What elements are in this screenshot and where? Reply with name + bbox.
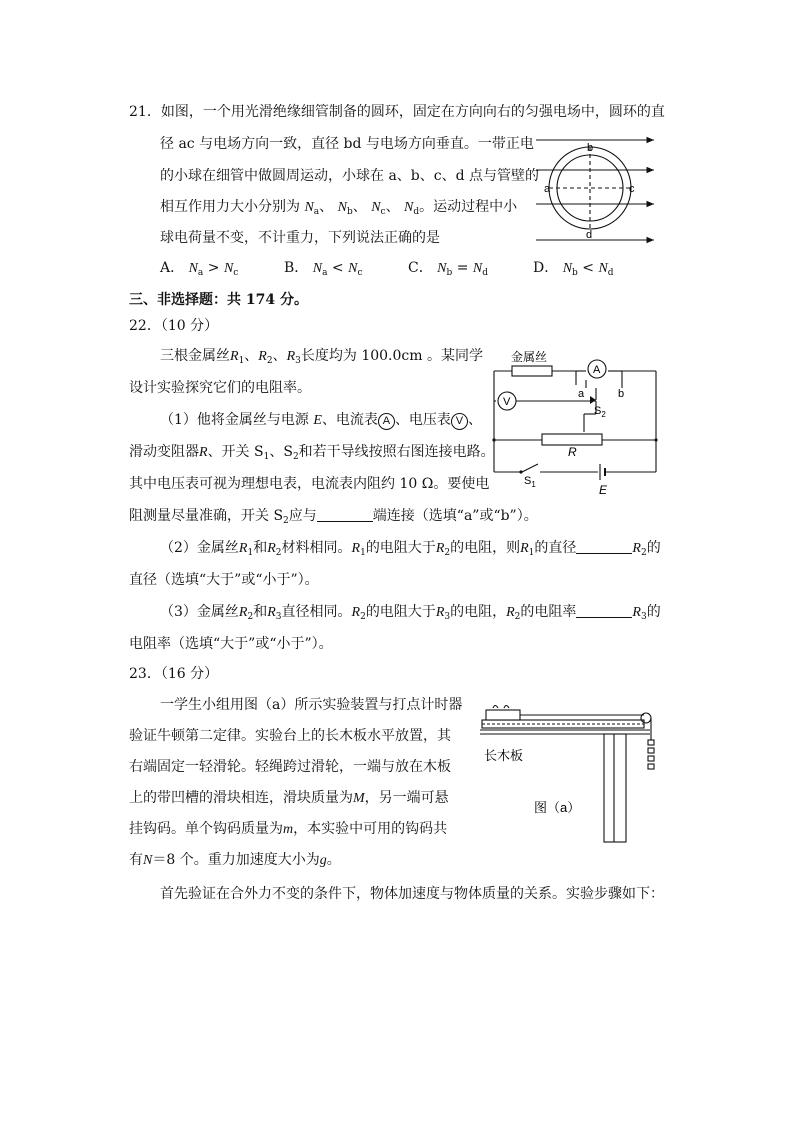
- label-R: R: [568, 445, 577, 459]
- label-b: b: [587, 142, 594, 154]
- answer-blank-2[interactable]: [576, 539, 632, 554]
- text: 端连接（选填“a”或“b”）。: [372, 508, 538, 524]
- q23-line2: 验证牛顿第二定律。实验台上的长木板水平放置，其: [129, 728, 451, 744]
- q23-apparatus-figure: [474, 696, 664, 844]
- q23-line5: [129, 819, 447, 840]
- text: 、: [467, 412, 482, 428]
- q21-line3: 的小球在细管中做圆周运动，小球在 a、b、c、d 点与管壁的: [160, 168, 540, 184]
- sub-2: 2: [360, 612, 366, 622]
- symbol-M: M: [353, 791, 365, 806]
- symbol-N: N: [312, 261, 323, 276]
- symbol-N: N: [348, 261, 358, 276]
- symbol-R: R: [199, 445, 208, 460]
- symbol-N: N: [371, 200, 381, 215]
- q22-p3-line2: 电阻率（选填“大于”或“小于”）。: [129, 636, 333, 652]
- answer-blank-3[interactable]: [576, 603, 632, 618]
- text: 的电阻，: [450, 604, 507, 620]
- sub: d: [607, 268, 614, 278]
- text: 上的带凹槽的滑块相连，滑块质量为: [129, 790, 353, 806]
- text: 和: [253, 604, 268, 620]
- sub-3: 3: [444, 612, 451, 622]
- sub: a: [197, 268, 204, 278]
- text: 和: [253, 540, 268, 556]
- text: ，本实验中可用的钩码共: [293, 821, 448, 837]
- sub-a: a: [313, 207, 320, 217]
- text: 材料相同。: [281, 540, 352, 556]
- label-S1: $S_1$: [524, 475, 536, 489]
- sub: c: [233, 268, 239, 278]
- label-S2: $S_2$: [594, 405, 606, 419]
- slider-block: [486, 710, 520, 720]
- voltmeter-icon: V: [451, 413, 468, 430]
- symbol-R: R: [230, 349, 239, 364]
- hook-weight: [648, 740, 654, 745]
- text: 直径相同。: [281, 604, 352, 620]
- symbol-N: N: [404, 200, 414, 215]
- symbol-R: R: [506, 605, 515, 620]
- option-label: A．: [160, 260, 185, 276]
- label-a: a: [544, 183, 551, 195]
- text: （1）他将金属丝与电源: [160, 412, 309, 428]
- q23-line7: 首先验证在合外力不变的条件下，物体加速度与物体质量的关系。实验步骤如下：: [160, 886, 664, 902]
- symbol-R: R: [520, 541, 529, 556]
- q21-option-c[interactable]: [408, 258, 488, 279]
- table-leg: [604, 734, 626, 842]
- answer-blank-1[interactable]: [317, 507, 373, 522]
- q22-p1-line4: [129, 506, 538, 526]
- q22-intro1: 三根金属丝$R_1$、$R_2$、$R_3$长度均为 100.0cm 。某同学: [160, 348, 483, 366]
- q22-intro1-post: 长度均为 100.0cm 。某同学: [300, 348, 483, 364]
- q23-line1: 一学生小组用图（a）所示实验装置与打点计时器: [160, 697, 463, 713]
- node: [492, 438, 495, 441]
- sub-2: 2: [275, 548, 282, 558]
- q21-ring-figure: [532, 130, 662, 248]
- q21-option-b[interactable]: [284, 258, 363, 279]
- symbol-g: g: [319, 853, 327, 868]
- weight-hook: [493, 706, 498, 709]
- text: 挂钩码。单个钩码质量为: [129, 821, 283, 837]
- text: 的: [646, 604, 661, 620]
- label-E: E: [599, 483, 608, 497]
- q21-line5: 球电荷量不变，不计重力，下列说法正确的是: [160, 230, 440, 246]
- sub-2: 2: [514, 612, 521, 622]
- sep: 、: [352, 199, 367, 215]
- sub-1: 1: [238, 356, 245, 366]
- sub-2: 2: [266, 356, 273, 366]
- q22-p2-line1: [160, 538, 661, 559]
- figure-caption: 图（a）: [534, 800, 581, 815]
- symbol-R: R: [258, 349, 267, 364]
- symbol-R: R: [267, 605, 276, 620]
- text: 的电阻大于: [365, 540, 436, 556]
- q21-line4-pre: 相互作用力大小分别为: [160, 199, 300, 215]
- q22-p1-line3: 其中电压表可视为理想电表，电流表内阻约 10 Ω。要使电: [129, 476, 490, 492]
- symbol-N: N: [188, 261, 198, 276]
- text: 的电阻大于: [365, 604, 436, 620]
- q22-p1-line1: [160, 410, 482, 431]
- pulley: [641, 713, 651, 723]
- q22-p2-line2: 直径（选填“大于”或“小于”）。: [129, 572, 319, 588]
- text: 阻测量尽量准确，开关 S: [129, 508, 284, 524]
- option-label: D．: [533, 260, 559, 276]
- text: 应与: [288, 508, 317, 524]
- q23-line3: 右端固定一轻滑轮。轻绳跨过滑轮，一端与放在木板: [129, 759, 451, 775]
- q21-line4-post: 。运动过程中小: [419, 199, 518, 215]
- sub-2: 2: [292, 452, 299, 462]
- label-b: b: [618, 388, 625, 400]
- hook-weight: [648, 764, 654, 769]
- symbol-R: R: [632, 541, 641, 556]
- text: 。: [326, 852, 341, 868]
- q21-number: 21．: [129, 104, 161, 120]
- sep: 、: [385, 199, 400, 215]
- sep: 、: [319, 199, 334, 215]
- q23-header: 23．（16 分）: [129, 666, 219, 682]
- text: 的电阻率: [520, 604, 577, 620]
- symbol-R: R: [351, 605, 361, 620]
- sub-2: 2: [640, 548, 647, 558]
- sub-1: 1: [528, 548, 535, 558]
- symbol-R: R: [632, 605, 641, 620]
- label-long-board: 长木板: [484, 748, 524, 763]
- symbol-N: N: [472, 261, 483, 276]
- hook-weight: [648, 756, 654, 761]
- operator: =: [456, 260, 469, 276]
- metal-wire-resistor: [512, 366, 552, 376]
- symbol-R: R: [238, 605, 248, 620]
- rheostat-R: [542, 434, 602, 445]
- label-c: c: [629, 183, 635, 195]
- symbol-N: N: [304, 200, 314, 215]
- q22-intro1-pre: 三根金属丝: [160, 348, 230, 364]
- sub: b: [572, 268, 578, 278]
- q23-line4: [129, 788, 449, 809]
- text: 、开关 S: [207, 444, 264, 460]
- text: 的电阻，则: [450, 540, 521, 556]
- ammeter-icon: A: [378, 413, 395, 430]
- symbol-R: R: [286, 349, 296, 364]
- text: 、电压表: [394, 412, 451, 428]
- operator: >: [207, 260, 220, 276]
- q22-p3-line1: [160, 602, 661, 623]
- q21-line1: [129, 102, 665, 122]
- q21-option-d[interactable]: [533, 258, 614, 279]
- hook-weight: [648, 748, 654, 753]
- option-label: B．: [284, 260, 309, 276]
- symbol-N: N: [143, 853, 153, 868]
- text: （2）金属丝: [160, 540, 239, 556]
- q21-option-a[interactable]: [160, 258, 238, 279]
- symbol-R: R: [267, 541, 276, 556]
- q22-circuit-figure: [490, 348, 662, 498]
- sub-3: 3: [640, 612, 647, 622]
- q21-line2: 径 ac 与电场方向一致，直径 bd 与电场方向垂直。一带正电: [160, 136, 534, 152]
- text: 和若干导线按照右图连接电路。: [298, 444, 495, 460]
- q21-line4: [160, 197, 517, 218]
- weight-hook: [504, 706, 509, 709]
- text: 、S: [269, 444, 293, 460]
- switch-contact: [519, 470, 522, 473]
- symbol-m: m: [283, 822, 294, 837]
- option-label: C．: [408, 260, 433, 276]
- sub-1: 1: [263, 452, 270, 462]
- sub-2: 2: [444, 548, 451, 558]
- text: 有: [129, 852, 143, 868]
- sub-c: c: [380, 207, 386, 217]
- sub-2: 2: [247, 612, 254, 622]
- switch-S1: [522, 464, 538, 472]
- text: ＝8 个。重力加速度大小为: [152, 852, 320, 868]
- section-3-header: 三、非选择题：共 174 分。: [129, 292, 308, 308]
- sub: d: [482, 268, 489, 278]
- text: 滑动变阻器: [129, 444, 199, 460]
- sub-d: d: [413, 207, 420, 217]
- symbol-R: R: [351, 541, 361, 556]
- q22-header: 22．（10 分）: [129, 318, 219, 334]
- symbol-N: N: [562, 261, 573, 276]
- symbol-N: N: [337, 200, 347, 215]
- symbol-R: R: [435, 541, 445, 556]
- q23-line6: [129, 850, 341, 871]
- sub-b: b: [346, 207, 353, 217]
- label-A: A: [593, 364, 601, 376]
- label-d: d: [586, 229, 593, 241]
- operator: <: [582, 260, 594, 276]
- label-metal-wire: 金属丝: [511, 350, 548, 364]
- text: 的直径: [534, 540, 577, 556]
- text: 的: [646, 540, 661, 556]
- text: 、电流表: [321, 412, 378, 428]
- switch-S2-arrow: [590, 396, 596, 404]
- sub: a: [322, 268, 328, 278]
- sub-3: 3: [275, 612, 282, 622]
- ring-outer: [549, 147, 631, 229]
- label-V: V: [503, 396, 511, 408]
- sub-1: 1: [247, 548, 254, 558]
- text: ，另一端可悬: [364, 790, 449, 806]
- q22-intro2: 设计实验探究它们的电阻率。: [129, 380, 311, 396]
- symbol-E: E: [313, 413, 322, 428]
- sub: c: [357, 268, 363, 278]
- symbol-N: N: [223, 261, 234, 276]
- operator: <: [331, 260, 344, 276]
- symbol-N: N: [598, 261, 608, 276]
- node: [654, 438, 657, 441]
- q21-text1: 如图，一个用光滑绝缘细管制备的圆环，固定在方向向右的匀强电场中，圆环的直: [160, 104, 665, 120]
- q22-p1-line2: [129, 442, 495, 463]
- sub-1: 1: [360, 548, 366, 558]
- text: （3）金属丝: [160, 604, 239, 620]
- symbol-R: R: [238, 541, 248, 556]
- sub: b: [446, 268, 453, 278]
- sub-3: 3: [295, 356, 301, 366]
- sub-2: 2: [283, 516, 289, 526]
- symbol-R: R: [435, 605, 445, 620]
- label-a: a: [578, 388, 585, 400]
- symbol-N: N: [437, 261, 447, 276]
